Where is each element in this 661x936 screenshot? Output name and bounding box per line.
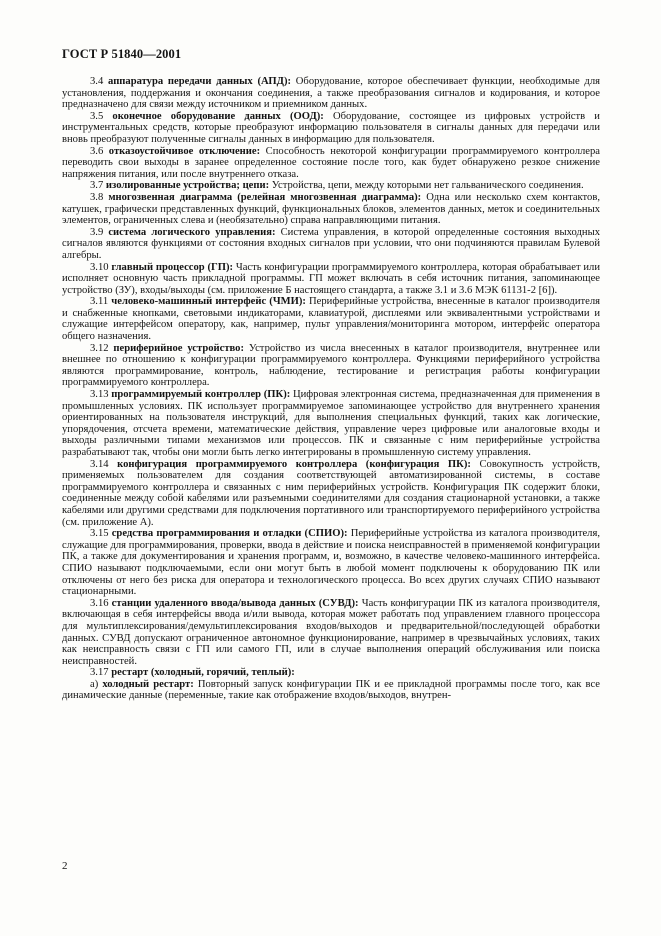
defined-term: средства программирования и отладки (СПИО): bbox=[111, 528, 348, 540]
clause-number: 3.8 bbox=[90, 191, 104, 203]
definition-paragraph bbox=[62, 667, 600, 679]
defined-term: отказоустойчивое отключение: bbox=[108, 145, 261, 157]
definition-paragraph bbox=[62, 679, 600, 702]
clause-number: 3.17 bbox=[90, 667, 109, 679]
clause-number: 3.9 bbox=[90, 226, 104, 238]
definition-text: Периферийные устройства, внесенные в каталог производителя и снабженные кнопками, световыми индикаторами, клавиатурой, дисплеями или эквивалентными устройствами и служащие интерфейсом оператору, как, например, пульт управления/мониторинга мотором, интерфейс оператора общего назначения. bbox=[62, 296, 600, 343]
clause-number: 3.14 bbox=[90, 458, 109, 470]
definition-paragraph bbox=[62, 343, 600, 389]
clause-number: 3.7 bbox=[90, 180, 104, 192]
clause-number: а) bbox=[90, 678, 99, 690]
definition-paragraph bbox=[62, 111, 600, 146]
definition-text: Часть конфигурации программируемого контроллера, которая обрабатывает или исполняет основную часть прикладной программы. ГП может включать в себя источник питания, запоминающее устройство (ЗУ), входы/выходы (см. приложение Б настоящего стандарта, а также 3.1 и 3.6 МЭК 61131-2 [6]). bbox=[62, 261, 601, 296]
definition-paragraph bbox=[62, 180, 600, 192]
defined-term: периферийное устройство: bbox=[113, 342, 244, 354]
definition-text: Часть конфигурации ПК из каталога производителя, включающая в себя интерфейсы ввода и/или вывода, которая может работать под управлением главного процессора для мультиплексирования/демультиплексирования входов/выходов и предварительной/последующей обработки данных. СУВД допускают ограниченное автономное функционирование, например в чрезвычайных условиях, таких как неисправность связи с ГП или самого ГП, или в случае выполнения операций обслуживания или поиска неисправностей. bbox=[62, 597, 601, 667]
document-body bbox=[62, 76, 600, 702]
definition-paragraph bbox=[62, 146, 600, 181]
clause-number: 3.15 bbox=[90, 528, 109, 540]
clause-number: 3.12 bbox=[90, 342, 109, 354]
definition-paragraph bbox=[62, 192, 600, 227]
definition-text: Устройство из числа внесенных в каталог производителя, внутреннее или внешнее по отношению к конфигурации программируемого контроллера. Функциями периферийного устройства являются программирование, контроль, наблюдение, тестирование и регистрация работы конфигурации программируемого контроллера. bbox=[62, 342, 600, 389]
defined-term: станции удаленного ввода/вывода данных (СУВД): bbox=[111, 597, 359, 609]
clause-number: 3.13 bbox=[90, 389, 109, 401]
clause-number: 3.10 bbox=[90, 261, 109, 273]
definition-text: Одна или несколько схем контактов, катушек, графически представленных функций, функциональных блоков, элементов данных, меток и соединительных элементов, ограниченных слева и (необязательно) справа направляющими питания. bbox=[62, 191, 600, 227]
defined-term: главный процессор (ГП): bbox=[111, 261, 234, 273]
definition-text: Периферийные устройства из каталога производителя, служащие для программирования, проверки, ввода в действие и поиска неисправностей в применяемой конфигурации ПК, а также для документирования и хранения программ, и, возможно, в качестве человеко-машинного интерфейса. СПИО называют подключаемыми, если они могут быть в любой момент подключены к оборудованию ПК или отключены от него без риска для оператора и технологического процесса. Во всех других случаях СПИО называют стационарными. bbox=[62, 528, 600, 598]
definition-paragraph bbox=[62, 528, 600, 598]
definition-paragraph bbox=[62, 389, 600, 459]
clause-number: 3.5 bbox=[90, 110, 104, 122]
definition-text: Цифровая электронная система, предназначенная для применения в промышленных условиях. ПК использует программируемое запоминающее устройство для внутреннего хранения ориентированных на пользователя инструкций, для выполнения специальных функций, таких как логические, упорядочения, отсчета времени, математические действия, управление через цифровые или аналоговые входы и выходы различными типами механизмов или процессов. ПК и связанные с ним периферийные устройства разрабатывают так, чтобы они могли быть легко интегрированы в промышленную систему управления. bbox=[62, 389, 600, 458]
defined-term: рестарт (холодный, горячий, теплый): bbox=[111, 667, 295, 679]
definition-text: Совокупность устройств, применяемых пользователем для создания соответствующей автоматизированной системы, в составе программируемого контроллера и связанных с ним периферийных устройств. Конфигурация ПК содержит блоки, соединенные между собой кабелями или разъемными соединителями для создания стационарной установки, а также кабелями или другими средствами для подключения портативного или транспортируемого периферийного устройства (см. приложение А). bbox=[62, 458, 600, 528]
defined-term: многозвенная диаграмма (релейная многозвенная диаграмма): bbox=[108, 191, 422, 203]
definition-paragraph bbox=[62, 296, 600, 342]
definition-paragraph bbox=[62, 598, 600, 668]
defined-term: оконечное оборудование данных (ООД): bbox=[112, 110, 324, 122]
defined-term: аппаратура передачи данных (АПД): bbox=[108, 76, 291, 87]
clause-number: 3.6 bbox=[90, 145, 104, 157]
defined-term: конфигурация программируемого контроллера (конфигурация ПК): bbox=[117, 458, 471, 470]
definition-text: Повторный запуск конфигурации ПК и ее прикладной программы после того, как все динамические данные (переменные, такие как отображение входов/выходов, внутрен- bbox=[62, 678, 600, 702]
definition-text: Оборудование, состоящее из цифровых устройств и инструментальных средств, которые преобразуют информацию пользователя в сигналы данных для передачи или вновь преобразуют полученные сигналы данных в информацию для пользователя. bbox=[62, 110, 600, 145]
defined-term: холодный рестарт: bbox=[102, 678, 194, 690]
standard-header: ГОСТ Р 51840—2001 bbox=[62, 47, 182, 61]
definition-paragraph bbox=[62, 262, 600, 297]
clause-number: 3.11 bbox=[90, 296, 109, 308]
clause-number: 3.16 bbox=[90, 597, 109, 609]
defined-term: система логического управления: bbox=[108, 226, 276, 238]
defined-term: изолированные устройства; цепи: bbox=[105, 180, 270, 192]
page-number: 2 bbox=[62, 860, 68, 872]
clause-number: 3.4 bbox=[90, 76, 104, 87]
definition-paragraph bbox=[62, 227, 600, 262]
definition-text: Система управления, в которой определенные состояния выходных сигналов являются функциями от состояния входных сигналов при условии, что они подчиняются правилам Булевой алгебры. bbox=[62, 226, 600, 261]
defined-term: человеко-машинный интерфейс (ЧМИ): bbox=[111, 296, 306, 308]
definition-paragraph bbox=[62, 459, 600, 529]
defined-term: программируемый контроллер (ПК): bbox=[111, 389, 291, 401]
definition-paragraph bbox=[62, 76, 600, 111]
definition-text: Устройства, цепи, между которыми нет гальванического соединения. bbox=[271, 180, 584, 192]
definition-text: Оборудование, которое обеспечивает функции, необходимые для установления, поддержания и окончания соединения, а также преобразования сигналов и кодирования, и которое предназначено для связи между источником и приемником данных. bbox=[62, 76, 600, 111]
definition-text: Способность некоторой конфигурации программируемого контроллера переводить свои выходы в заранее определенное состояние после того, как будет обнаружено резкое снижение напряжения питания, или после внутреннего отказа. bbox=[62, 145, 600, 180]
